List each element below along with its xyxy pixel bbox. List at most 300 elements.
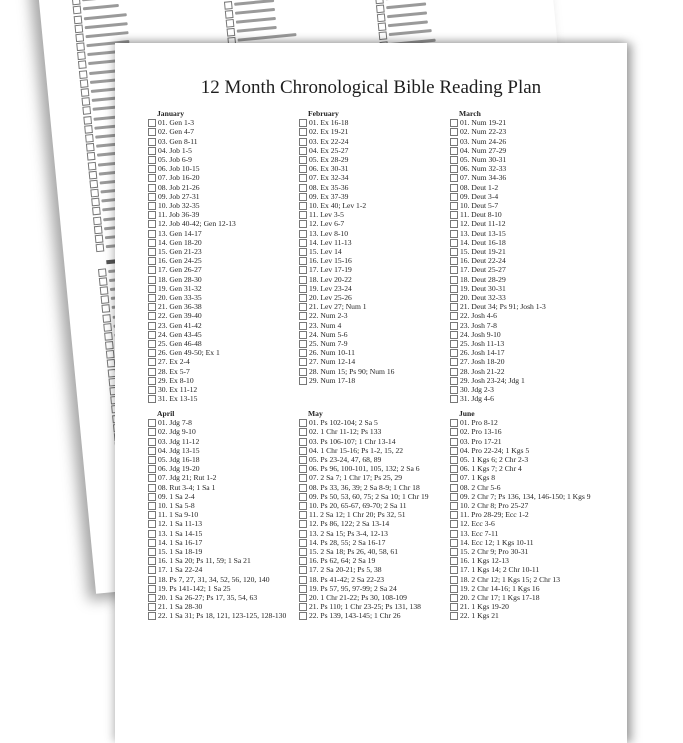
reading-item	[450, 538, 596, 547]
reading-item	[299, 455, 445, 464]
reading-label: 20. Deut 32-33	[460, 293, 506, 302]
reading-item	[148, 473, 294, 482]
checkbox[interactable]	[299, 419, 307, 427]
reading-label: 04. Jdg 13-15	[158, 446, 200, 455]
checkbox[interactable]	[299, 447, 307, 455]
checkbox[interactable]	[450, 119, 458, 127]
checkbox[interactable]	[450, 285, 458, 293]
reading-label: 01. Ex 16-18	[309, 118, 348, 127]
reading-label: 03. Jdg 11-12	[158, 437, 199, 446]
reading-item	[299, 519, 445, 528]
reading-item	[450, 519, 596, 528]
checkbox[interactable]	[299, 585, 307, 593]
checkbox[interactable]	[450, 530, 458, 538]
reading-label: 26. Num 10-11	[309, 348, 355, 357]
checkbox[interactable]	[299, 576, 307, 584]
reading-label: 24. Josh 9-10	[460, 330, 501, 339]
reading-item	[299, 192, 445, 201]
reading-label: 22. Gen 39-40	[158, 311, 202, 320]
reading-item	[299, 210, 445, 219]
reading-item	[299, 602, 445, 611]
reading-item	[450, 367, 596, 376]
reading-item	[148, 510, 294, 519]
reading-item	[148, 293, 294, 302]
checkbox[interactable]	[299, 211, 307, 219]
checkbox[interactable]	[450, 331, 458, 339]
checkbox[interactable]	[148, 612, 156, 620]
reading-label: 20. Gen 33-35	[158, 293, 202, 302]
checkbox[interactable]	[450, 502, 458, 510]
checkbox[interactable]	[148, 138, 156, 146]
checkbox[interactable]	[148, 165, 156, 173]
checkbox[interactable]	[299, 266, 307, 274]
checkbox[interactable]	[299, 484, 307, 492]
reading-label: 10. Deut 5-7	[460, 201, 498, 210]
checkbox[interactable]	[299, 428, 307, 436]
reading-item	[450, 137, 596, 146]
checkbox[interactable]	[450, 386, 458, 394]
reading-item	[299, 501, 445, 510]
reading-item	[299, 611, 445, 620]
checkbox[interactable]	[299, 165, 307, 173]
checkbox[interactable]	[148, 230, 156, 238]
reading-item	[148, 556, 294, 565]
checkbox[interactable]	[450, 566, 458, 574]
checkbox[interactable]	[148, 276, 156, 284]
checkbox[interactable]	[148, 456, 156, 464]
checkbox[interactable]	[450, 557, 458, 565]
reading-item	[450, 446, 596, 455]
reading-item	[299, 376, 445, 385]
checkbox[interactable]	[450, 520, 458, 528]
checkbox[interactable]	[299, 312, 307, 320]
checkbox[interactable]	[148, 502, 156, 510]
checkbox[interactable]	[450, 322, 458, 330]
background-checkbox	[226, 19, 235, 28]
checkbox[interactable]	[450, 377, 458, 385]
checkbox[interactable]	[450, 128, 458, 136]
reading-label: 18. Lev 20-22	[309, 275, 352, 284]
reading-item	[450, 501, 596, 510]
reading-item	[450, 330, 596, 339]
month-heading: April	[148, 409, 294, 418]
checkbox[interactable]	[299, 566, 307, 574]
checkbox[interactable]	[450, 576, 458, 584]
checkbox[interactable]	[299, 156, 307, 164]
checkbox[interactable]	[299, 438, 307, 446]
checkbox[interactable]	[148, 119, 156, 127]
checkbox[interactable]	[299, 202, 307, 210]
checkbox[interactable]	[450, 266, 458, 274]
checkbox[interactable]	[450, 395, 458, 403]
reading-label: 21. Lev 27; Num 1	[309, 302, 367, 311]
reading-label: 04. Pro 22-24; 1 Kgs 5	[460, 446, 529, 455]
reading-label: 08. 2 Chr 5-6	[460, 483, 501, 492]
reading-label: 07. 2 Sa 7; 1 Chr 17; Ps 25, 29	[309, 473, 402, 482]
checkbox[interactable]	[148, 211, 156, 219]
reading-item	[299, 348, 445, 357]
reading-label: 20. 2 Chr 17; 1 Kgs 17-18	[460, 593, 540, 602]
background-checkbox	[84, 125, 93, 134]
background-checkbox	[78, 61, 87, 70]
reading-item	[148, 529, 294, 538]
checkbox[interactable]	[450, 248, 458, 256]
checkbox[interactable]	[450, 428, 458, 436]
checkbox[interactable]	[299, 285, 307, 293]
reading-label: 22. 1 Sa 31; Ps 18, 121, 123-125, 128-130	[158, 611, 286, 620]
checkbox[interactable]	[148, 128, 156, 136]
reading-label: 01. Pro 8-12	[460, 418, 498, 427]
reading-item	[299, 183, 445, 192]
reading-label: 22. 1 Kgs 21	[460, 611, 499, 620]
checkbox[interactable]	[450, 585, 458, 593]
reading-item	[299, 357, 445, 366]
checkbox[interactable]	[450, 174, 458, 182]
checkbox[interactable]	[450, 358, 458, 366]
checkbox[interactable]	[450, 220, 458, 228]
reading-label: 16. Gen 24-25	[158, 256, 202, 265]
reading-label: 06. Jdg 19-20	[158, 464, 200, 473]
checkbox[interactable]	[450, 156, 458, 164]
checkbox[interactable]	[450, 539, 458, 547]
checkbox[interactable]	[148, 257, 156, 265]
checkbox[interactable]	[299, 119, 307, 127]
reading-item	[299, 547, 445, 556]
reading-item	[299, 302, 445, 311]
checkbox[interactable]	[299, 612, 307, 620]
reading-item	[148, 427, 294, 436]
reading-item	[299, 219, 445, 228]
checkbox[interactable]	[148, 438, 156, 446]
reading-item	[450, 339, 596, 348]
checkbox[interactable]	[148, 395, 156, 403]
checkbox[interactable]	[450, 230, 458, 238]
reading-label: 12. Ps 86, 122; 2 Sa 13-14	[309, 519, 389, 528]
background-checkbox	[91, 198, 100, 207]
checkbox[interactable]	[299, 511, 307, 519]
checkbox[interactable]	[299, 303, 307, 311]
reading-label: 28. Ex 5-7	[158, 367, 190, 376]
checkbox[interactable]	[148, 377, 156, 385]
checkbox[interactable]	[299, 368, 307, 376]
checkbox[interactable]	[299, 257, 307, 265]
checkbox[interactable]	[299, 539, 307, 547]
checkbox[interactable]	[299, 220, 307, 228]
reading-item	[450, 348, 596, 357]
checkbox[interactable]	[148, 585, 156, 593]
checkbox[interactable]	[148, 322, 156, 330]
checkbox[interactable]	[148, 493, 156, 501]
reading-item	[148, 339, 294, 348]
reading-label: 02. 1 Chr 11-12; Ps 133	[309, 427, 381, 436]
reading-label: 11. 2 Sa 12; 1 Chr 20; Ps 32, 51	[309, 510, 406, 519]
reading-item	[148, 183, 294, 192]
reading-label: 17. Gen 26-27	[158, 265, 202, 274]
background-checkbox	[89, 171, 98, 180]
checkbox[interactable]	[450, 594, 458, 602]
checkbox[interactable]	[148, 465, 156, 473]
checkbox[interactable]	[450, 474, 458, 482]
checkbox[interactable]	[148, 548, 156, 556]
checkbox[interactable]	[148, 220, 156, 228]
reading-item	[450, 357, 596, 366]
checkbox[interactable]	[299, 349, 307, 357]
background-checkbox	[101, 305, 110, 314]
checkbox[interactable]	[299, 193, 307, 201]
checkbox[interactable]	[299, 294, 307, 302]
checkbox[interactable]	[148, 428, 156, 436]
checkbox[interactable]	[148, 511, 156, 519]
reading-label: 12. Lev 6-7	[309, 219, 344, 228]
reading-label: 09. Deut 3-4	[460, 192, 498, 201]
checkbox[interactable]	[299, 322, 307, 330]
reading-item	[450, 192, 596, 201]
checkbox[interactable]	[299, 377, 307, 385]
checkbox[interactable]	[450, 368, 458, 376]
month-column-february	[299, 109, 445, 385]
checkbox[interactable]	[299, 331, 307, 339]
reading-label: 05. Ps 23-24, 47, 68, 89	[309, 455, 381, 464]
reading-label: 21. Ps 110; 1 Chr 23-25; Ps 131, 138	[309, 602, 421, 611]
checkbox[interactable]	[148, 303, 156, 311]
reading-item	[450, 464, 596, 473]
checkbox[interactable]	[148, 294, 156, 302]
reading-item	[148, 302, 294, 311]
checkbox[interactable]	[450, 612, 458, 620]
checkbox[interactable]	[148, 386, 156, 394]
reading-item	[299, 593, 445, 602]
reading-label: 04. Num 27-29	[460, 146, 506, 155]
checkbox[interactable]	[299, 358, 307, 366]
reading-label: 15. Deut 19-21	[460, 247, 506, 256]
checkbox[interactable]	[148, 174, 156, 182]
background-checkbox	[77, 52, 86, 61]
month-heading: March	[450, 109, 596, 118]
reading-label: 11. Deut 8-10	[460, 210, 502, 219]
checkbox[interactable]	[299, 230, 307, 238]
reading-item	[148, 464, 294, 473]
reading-label: 11. Lev 3-5	[309, 210, 344, 219]
checkbox[interactable]	[148, 340, 156, 348]
checkbox[interactable]	[450, 303, 458, 311]
checkbox[interactable]	[148, 520, 156, 528]
checkbox[interactable]	[450, 603, 458, 611]
checkbox[interactable]	[148, 312, 156, 320]
page-title: 12 Month Chronological Bible Reading Plan	[115, 77, 627, 99]
checkbox[interactable]	[299, 530, 307, 538]
reading-label: 09. Ps 50, 53, 60, 75; 2 Sa 10; 1 Chr 19	[309, 492, 429, 501]
checkbox[interactable]	[148, 594, 156, 602]
checkbox[interactable]	[148, 156, 156, 164]
reading-label: 02. Pro 13-16	[460, 427, 502, 436]
checkbox[interactable]	[450, 294, 458, 302]
checkbox[interactable]	[148, 266, 156, 274]
reading-item	[450, 492, 596, 501]
reading-item	[148, 385, 294, 394]
month-heading: May	[299, 409, 445, 418]
checkbox[interactable]	[148, 603, 156, 611]
reading-label: 03. Gen 8-11	[158, 137, 198, 146]
reading-item	[148, 611, 294, 620]
background-checkbox	[89, 180, 98, 189]
background-checkbox	[101, 295, 110, 304]
checkbox[interactable]	[299, 594, 307, 602]
background-checkbox	[81, 88, 90, 97]
reading-item	[450, 385, 596, 394]
checkbox[interactable]	[450, 493, 458, 501]
background-checkbox	[225, 10, 234, 19]
checkbox[interactable]	[299, 248, 307, 256]
reading-item	[148, 565, 294, 574]
checkbox[interactable]	[299, 276, 307, 284]
checkbox[interactable]	[450, 193, 458, 201]
reading-label: 08. Deut 1-2	[460, 183, 498, 192]
checkbox[interactable]	[450, 184, 458, 192]
checkbox[interactable]	[148, 368, 156, 376]
checkbox[interactable]	[450, 340, 458, 348]
reading-item	[450, 473, 596, 482]
checkbox[interactable]	[148, 419, 156, 427]
reading-item	[299, 256, 445, 265]
checkbox[interactable]	[299, 603, 307, 611]
reading-item	[450, 593, 596, 602]
reading-label: 07. Jdg 21; Rut 1-2	[158, 473, 216, 482]
checkbox[interactable]	[450, 276, 458, 284]
checkbox[interactable]	[450, 138, 458, 146]
reading-item	[450, 529, 596, 538]
reading-item	[450, 284, 596, 293]
reading-label: 22. Josh 4-6	[460, 311, 497, 320]
checkbox[interactable]	[450, 548, 458, 556]
month-column-may	[299, 409, 445, 621]
checkbox[interactable]	[299, 340, 307, 348]
checkbox[interactable]	[148, 147, 156, 155]
checkbox[interactable]	[299, 147, 307, 155]
checkbox[interactable]	[450, 465, 458, 473]
reading-item	[148, 164, 294, 173]
checkbox[interactable]	[450, 456, 458, 464]
checkbox[interactable]	[148, 349, 156, 357]
checkbox[interactable]	[450, 438, 458, 446]
checkbox[interactable]	[148, 202, 156, 210]
checkbox[interactable]	[450, 511, 458, 519]
checkbox[interactable]	[148, 184, 156, 192]
checkbox[interactable]	[299, 520, 307, 528]
reading-item	[148, 437, 294, 446]
checkbox[interactable]	[299, 128, 307, 136]
reading-label: 14. Gen 18-20	[158, 238, 202, 247]
checkbox[interactable]	[148, 557, 156, 565]
checkbox[interactable]	[299, 548, 307, 556]
reading-item	[148, 118, 294, 127]
background-checkbox	[72, 0, 81, 5]
checkbox[interactable]	[299, 174, 307, 182]
reading-item	[299, 201, 445, 210]
checkbox[interactable]	[148, 530, 156, 538]
checkbox[interactable]	[450, 349, 458, 357]
reading-label: 04. Ex 25-27	[309, 146, 348, 155]
reading-item	[148, 394, 294, 403]
checkbox[interactable]	[148, 193, 156, 201]
reading-item	[148, 229, 294, 238]
checkbox[interactable]	[148, 239, 156, 247]
reading-item	[299, 155, 445, 164]
checkbox[interactable]	[450, 147, 458, 155]
reading-item	[299, 418, 445, 427]
reading-item	[450, 219, 596, 228]
checkbox[interactable]	[450, 312, 458, 320]
reading-label: 06. Num 32-33	[460, 164, 506, 173]
reading-item	[299, 229, 445, 238]
reading-item	[299, 367, 445, 376]
reading-label: 06. Job 10-15	[158, 164, 200, 173]
checkbox[interactable]	[299, 184, 307, 192]
reading-item	[148, 146, 294, 155]
checkbox[interactable]	[450, 257, 458, 265]
checkbox[interactable]	[450, 239, 458, 247]
month-column-june	[450, 409, 596, 621]
checkbox[interactable]	[148, 285, 156, 293]
reading-label: 14. Ps 28, 55; 2 Sa 16-17	[309, 538, 385, 547]
checkbox[interactable]	[299, 502, 307, 510]
reading-label: 03. Num 24-26	[460, 137, 506, 146]
checkbox[interactable]	[148, 484, 156, 492]
reading-item	[148, 275, 294, 284]
background-checkbox	[76, 42, 85, 51]
checkbox[interactable]	[450, 419, 458, 427]
checkbox[interactable]	[148, 566, 156, 574]
checkbox[interactable]	[299, 456, 307, 464]
reading-label: 01. Num 19-21	[460, 118, 506, 127]
reading-label: 26. Josh 14-17	[460, 348, 505, 357]
background-checkbox	[94, 225, 103, 234]
checkbox[interactable]	[450, 165, 458, 173]
checkbox[interactable]	[450, 211, 458, 219]
reading-label: 28. Num 15; Ps 90; Num 16	[309, 367, 394, 376]
checkbox[interactable]	[299, 239, 307, 247]
reading-item	[148, 357, 294, 366]
background-checkbox	[82, 106, 91, 115]
reading-item	[299, 538, 445, 547]
reading-item	[148, 584, 294, 593]
checkbox[interactable]	[299, 474, 307, 482]
reading-item	[450, 311, 596, 320]
checkbox[interactable]	[450, 484, 458, 492]
background-checkbox	[376, 4, 385, 13]
checkbox[interactable]	[450, 447, 458, 455]
checkbox[interactable]	[299, 138, 307, 146]
checkbox[interactable]	[148, 358, 156, 366]
reading-item	[450, 302, 596, 311]
checkbox[interactable]	[450, 202, 458, 210]
reading-label: 12. Ecc 3-6	[460, 519, 495, 528]
reading-item	[450, 256, 596, 265]
checkbox[interactable]	[148, 474, 156, 482]
checkbox[interactable]	[148, 539, 156, 547]
reading-label: 09. Ex 37-39	[309, 192, 348, 201]
reading-label: 14. Ecc 12; 1 Kgs 10-11	[460, 538, 534, 547]
reading-label: 07. Ex 32-34	[309, 173, 348, 182]
checkbox[interactable]	[148, 248, 156, 256]
checkbox[interactable]	[299, 557, 307, 565]
checkbox[interactable]	[299, 493, 307, 501]
checkbox[interactable]	[148, 331, 156, 339]
checkbox[interactable]	[299, 465, 307, 473]
checkbox[interactable]	[148, 576, 156, 584]
reading-label: 22. Ps 139, 143-145; 1 Chr 26	[309, 611, 401, 620]
background-checkbox	[85, 134, 94, 143]
checkbox[interactable]	[148, 447, 156, 455]
